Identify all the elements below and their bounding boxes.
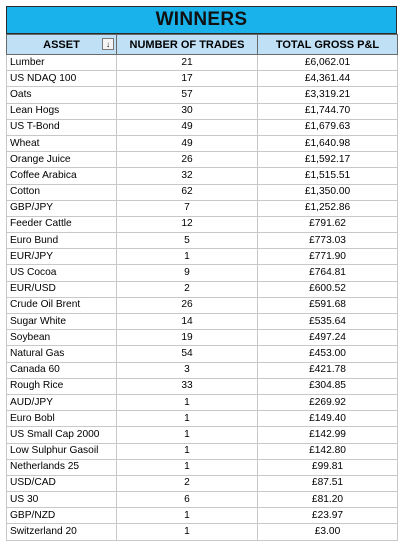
cell-number-of-trades[interactable]: 49 (117, 135, 258, 151)
cell-number-of-trades[interactable]: 1 (117, 459, 258, 475)
cell-number-of-trades[interactable]: 30 (117, 103, 258, 119)
table-row (7, 524, 398, 540)
table-row (7, 459, 398, 475)
table-row (7, 71, 398, 87)
cell-asset[interactable]: Lumber (7, 55, 117, 71)
cell-total-gross-pl[interactable]: £535.64 (258, 314, 398, 330)
cell-total-gross-pl[interactable]: £142.99 (258, 427, 398, 443)
cell-number-of-trades[interactable]: 21 (117, 55, 258, 71)
table-row (7, 281, 398, 297)
cell-asset[interactable]: USD/CAD (7, 475, 117, 491)
table-row (7, 87, 398, 103)
cell-total-gross-pl[interactable]: £1,592.17 (258, 152, 398, 168)
winners-table (6, 34, 398, 541)
column-header-number-of-trades[interactable] (117, 35, 258, 55)
table-row (7, 314, 398, 330)
table-row (7, 152, 398, 168)
cell-total-gross-pl[interactable]: £453.00 (258, 346, 398, 362)
table-row (7, 362, 398, 378)
sort-filter-icon[interactable]: ↓ (102, 38, 114, 50)
cell-total-gross-pl[interactable]: £764.81 (258, 265, 398, 281)
cell-number-of-trades[interactable]: 6 (117, 492, 258, 508)
table-row (7, 475, 398, 491)
cell-asset[interactable]: Rough Rice (7, 378, 117, 394)
cell-total-gross-pl[interactable]: £1,350.00 (258, 184, 398, 200)
cell-total-gross-pl[interactable]: £304.85 (258, 378, 398, 394)
cell-asset[interactable]: US NDAQ 100 (7, 71, 117, 87)
cell-number-of-trades[interactable]: 1 (117, 249, 258, 265)
table-row (7, 394, 398, 410)
cell-number-of-trades[interactable]: 54 (117, 346, 258, 362)
cell-total-gross-pl[interactable]: £1,679.63 (258, 119, 398, 135)
cell-asset[interactable]: Low Sulphur Gasoil (7, 443, 117, 459)
table-row (7, 184, 398, 200)
cell-asset[interactable]: EUR/USD (7, 281, 117, 297)
cell-asset[interactable]: Crude Oil Brent (7, 297, 117, 313)
cell-total-gross-pl[interactable]: £142.80 (258, 443, 398, 459)
table-row (7, 443, 398, 459)
cell-asset[interactable]: US 30 (7, 492, 117, 508)
column-header-asset[interactable] (7, 35, 117, 55)
table-row (7, 346, 398, 362)
cell-total-gross-pl[interactable]: £4,361.44 (258, 71, 398, 87)
table-row (7, 492, 398, 508)
cell-asset[interactable]: GBP/JPY (7, 200, 117, 216)
cell-asset[interactable]: US Cocoa (7, 265, 117, 281)
cell-asset[interactable]: US Small Cap 2000 (7, 427, 117, 443)
cell-total-gross-pl[interactable]: £269.92 (258, 394, 398, 410)
column-header-total-gross-pl[interactable] (258, 35, 398, 55)
column-header-label: ASSET (43, 38, 80, 51)
cell-total-gross-pl[interactable]: £87.51 (258, 475, 398, 491)
cell-number-of-trades[interactable]: 1 (117, 411, 258, 427)
table-row (7, 119, 398, 135)
table-row (7, 135, 398, 151)
table-body (7, 55, 398, 541)
cell-asset[interactable]: Coffee Arabica (7, 168, 117, 184)
table-row (7, 508, 398, 524)
table-row (7, 249, 398, 265)
cell-total-gross-pl[interactable]: £773.03 (258, 233, 398, 249)
cell-number-of-trades[interactable]: 2 (117, 475, 258, 491)
cell-number-of-trades[interactable]: 2 (117, 281, 258, 297)
cell-number-of-trades[interactable]: 26 (117, 297, 258, 313)
cell-total-gross-pl[interactable]: £1,744.70 (258, 103, 398, 119)
header-row (7, 35, 398, 55)
cell-number-of-trades[interactable]: 3 (117, 362, 258, 378)
cell-number-of-trades[interactable]: 1 (117, 508, 258, 524)
table-row (7, 265, 398, 281)
cell-total-gross-pl[interactable]: £791.62 (258, 216, 398, 232)
table-row (7, 411, 398, 427)
cell-total-gross-pl[interactable]: £6,062.01 (258, 55, 398, 71)
cell-total-gross-pl[interactable]: £600.52 (258, 281, 398, 297)
table-row (7, 233, 398, 249)
cell-total-gross-pl[interactable]: £81.20 (258, 492, 398, 508)
cell-asset[interactable]: EUR/JPY (7, 249, 117, 265)
cell-asset[interactable]: AUD/JPY (7, 394, 117, 410)
table-row (7, 427, 398, 443)
table-row (7, 330, 398, 346)
cell-asset[interactable]: Natural Gas (7, 346, 117, 362)
cell-asset[interactable]: Lean Hogs (7, 103, 117, 119)
cell-total-gross-pl[interactable]: £591.68 (258, 297, 398, 313)
cell-total-gross-pl[interactable]: £99.81 (258, 459, 398, 475)
cell-asset[interactable]: Switzerland 20 (7, 524, 117, 540)
cell-asset[interactable]: US T-Bond (7, 119, 117, 135)
cell-asset[interactable]: Euro Bund (7, 233, 117, 249)
spreadsheet (6, 6, 397, 541)
cell-asset[interactable]: Wheat (7, 135, 117, 151)
cell-total-gross-pl[interactable]: £497.24 (258, 330, 398, 346)
column-header-label: NUMBER OF TRADES (129, 38, 245, 51)
cell-asset[interactable]: Sugar White (7, 314, 117, 330)
table-row (7, 103, 398, 119)
cell-number-of-trades[interactable]: 14 (117, 314, 258, 330)
cell-asset[interactable]: Soybean (7, 330, 117, 346)
cell-total-gross-pl[interactable]: £3,319.21 (258, 87, 398, 103)
cell-number-of-trades[interactable]: 1 (117, 524, 258, 540)
cell-number-of-trades[interactable]: 1 (117, 427, 258, 443)
cell-number-of-trades[interactable]: 19 (117, 330, 258, 346)
table-row (7, 216, 398, 232)
cell-asset[interactable]: Cotton (7, 184, 117, 200)
cell-number-of-trades[interactable]: 9 (117, 265, 258, 281)
table-title[interactable]: WINNERS (6, 6, 397, 34)
cell-total-gross-pl[interactable]: £1,515.51 (258, 168, 398, 184)
table-row (7, 378, 398, 394)
table-row (7, 168, 398, 184)
table-row (7, 200, 398, 216)
cell-number-of-trades[interactable]: 17 (117, 71, 258, 87)
cell-number-of-trades[interactable]: 57 (117, 87, 258, 103)
cell-number-of-trades[interactable]: 7 (117, 200, 258, 216)
cell-asset[interactable]: Euro Bobl (7, 411, 117, 427)
cell-asset[interactable]: Oats (7, 87, 117, 103)
cell-number-of-trades[interactable]: 1 (117, 443, 258, 459)
cell-total-gross-pl[interactable]: £23.97 (258, 508, 398, 524)
cell-number-of-trades[interactable]: 32 (117, 168, 258, 184)
cell-asset[interactable]: Feeder Cattle (7, 216, 117, 232)
cell-asset[interactable]: Orange Juice (7, 152, 117, 168)
cell-total-gross-pl[interactable]: £1,252.86 (258, 200, 398, 216)
cell-total-gross-pl[interactable]: £3.00 (258, 524, 398, 540)
cell-number-of-trades[interactable]: 12 (117, 216, 258, 232)
table-row (7, 297, 398, 313)
cell-number-of-trades[interactable]: 33 (117, 378, 258, 394)
cell-total-gross-pl[interactable]: £1,640.98 (258, 135, 398, 151)
column-header-label: TOTAL GROSS P&L (275, 38, 380, 51)
cell-number-of-trades[interactable]: 5 (117, 233, 258, 249)
cell-number-of-trades[interactable]: 26 (117, 152, 258, 168)
cell-total-gross-pl[interactable]: £421.78 (258, 362, 398, 378)
cell-asset[interactable]: Netherlands 25 (7, 459, 117, 475)
cell-total-gross-pl[interactable]: £149.40 (258, 411, 398, 427)
table-row (7, 55, 398, 71)
cell-total-gross-pl[interactable]: £771.90 (258, 249, 398, 265)
cell-asset[interactable]: GBP/NZD (7, 508, 117, 524)
cell-number-of-trades[interactable]: 1 (117, 394, 258, 410)
cell-number-of-trades[interactable]: 49 (117, 119, 258, 135)
cell-number-of-trades[interactable]: 62 (117, 184, 258, 200)
cell-asset[interactable]: Canada 60 (7, 362, 117, 378)
